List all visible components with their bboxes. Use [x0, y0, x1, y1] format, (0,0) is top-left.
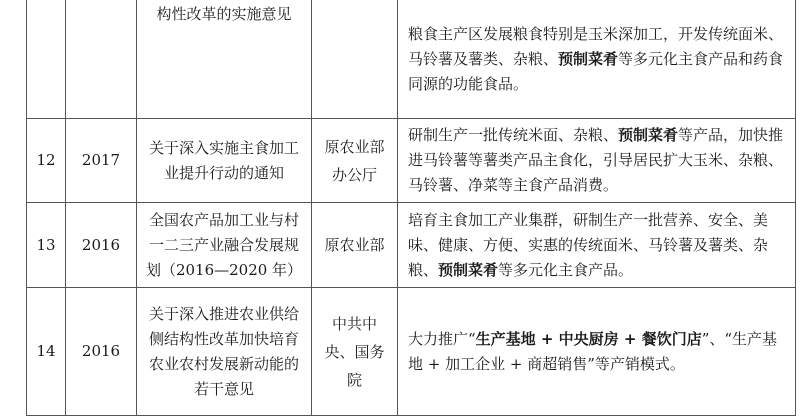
content-segment: 粮食主产区发展粮食特别是玉米深加工，开发传统面米、马铃薯及薯类、杂粮、 — [408, 24, 784, 68]
issuing-department — [312, 0, 398, 119]
policy-title — [137, 203, 312, 288]
table-row — [27, 0, 796, 119]
policy-content — [398, 0, 796, 119]
row-number — [27, 0, 66, 119]
issuing-department — [312, 203, 398, 288]
policy-title — [137, 0, 312, 119]
keyword-highlight: 预制菜肴 — [558, 49, 619, 68]
row-year: 2017 — [66, 119, 137, 203]
issuing-department-text: 中共中央、国务院 — [324, 314, 385, 389]
row-number: 12 — [27, 119, 66, 203]
policy-content — [398, 119, 796, 203]
policy-content-text — [398, 327, 795, 377]
row-year — [66, 0, 137, 119]
row-number: 14 — [27, 288, 66, 416]
content-segment: 研制生产一批传统米面、杂粮、 — [408, 126, 619, 144]
content-segment: 培育主食加工产业集群，研制生产一批营养、安全、美味、健康、方便、实惠的传统面米、马铃薯及薯类、杂粮、 — [408, 210, 769, 279]
table-row — [27, 288, 796, 416]
policy-title-text: 构性改革的实施意见 — [156, 5, 292, 23]
table-row — [27, 203, 796, 288]
issuing-department-text: 原农业部办公厅 — [324, 137, 385, 184]
policy-title-text: 关于深入实施主食加工业提升行动的通知 — [148, 138, 299, 182]
row-year: 2016 — [66, 288, 137, 416]
policy-content-text — [398, 22, 795, 97]
keyword-highlight: 生产基地 + 中央厨房 + 餐饮门店 — [475, 329, 702, 348]
policy-title — [137, 119, 312, 203]
content-segment: 等产品，加快推进马铃薯等薯类产品主食化，引导居民扩大玉米、杂粮、马铃薯、净菜等主食产品消费。 — [408, 126, 784, 194]
policy-title-text: 全国农产品加工业与村一二三产业融合发展规划（2016—2020 年） — [145, 210, 303, 279]
policy-title-text: 关于深入推进农业供给侧结构性改革加快培育农业农村发展新动能的若干意见 — [148, 304, 299, 398]
keyword-highlight: 预制菜肴 — [438, 260, 499, 279]
policy-table — [26, 0, 796, 416]
issuing-department — [312, 288, 398, 416]
row-year: 2016 — [66, 203, 137, 288]
content-segment: 等多元化主食产品和药食同源的功能食品。 — [408, 49, 784, 93]
policy-content-text — [398, 123, 795, 198]
policy-content — [398, 203, 796, 288]
content-segment: 大力推广“ — [408, 329, 476, 348]
content-segment: 等多元化主食产品。 — [498, 260, 634, 279]
content-segment: ”、“生产基地 + 加工企业 + 商超销售”等产销模式。 — [408, 329, 778, 373]
table-row — [27, 119, 796, 203]
policy-title — [137, 288, 312, 416]
policy-content — [398, 288, 796, 416]
issuing-department — [312, 119, 398, 203]
policy-content-text — [398, 208, 795, 283]
row-number: 13 — [27, 203, 66, 288]
issuing-department-text: 原农业部 — [324, 236, 385, 254]
keyword-highlight: 预制菜肴 — [618, 126, 679, 144]
